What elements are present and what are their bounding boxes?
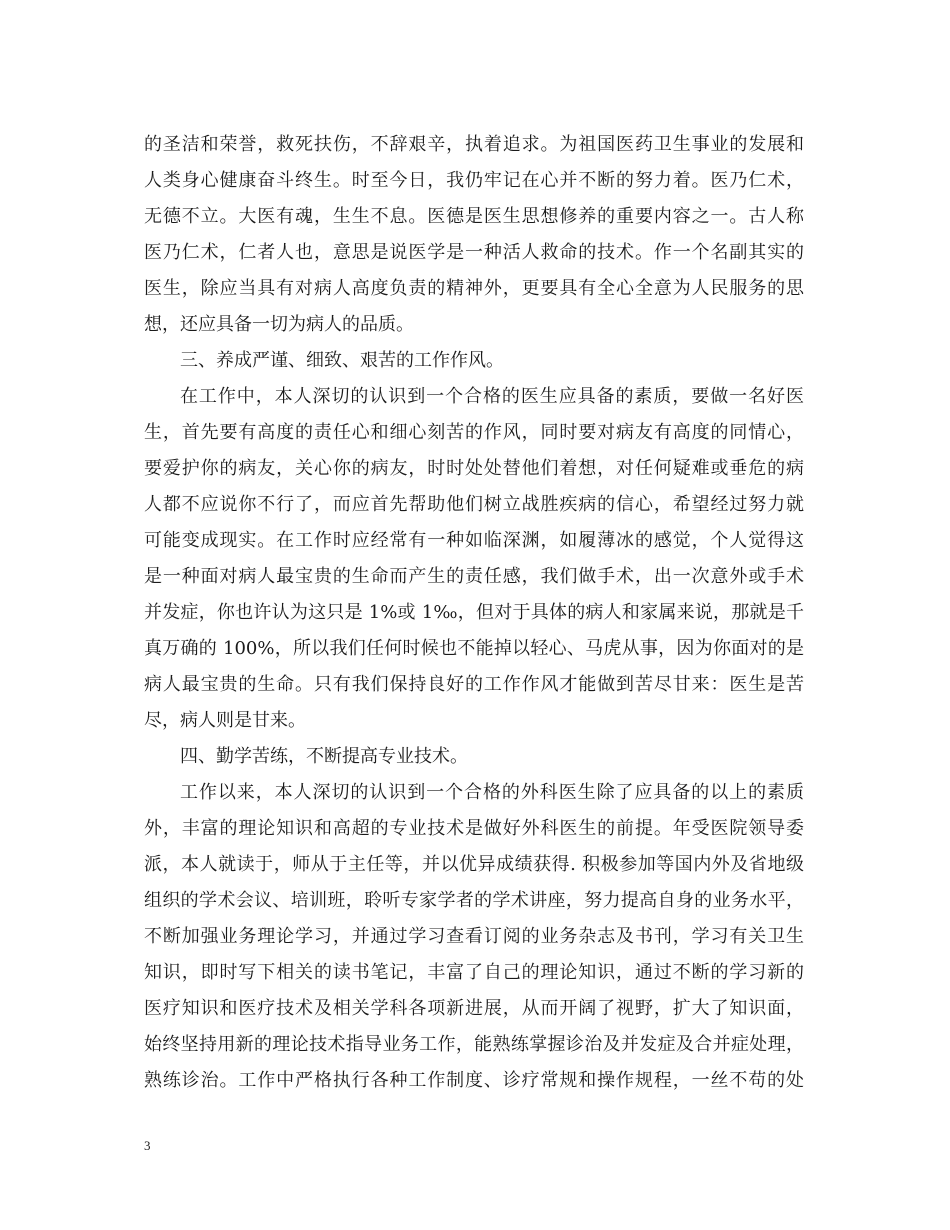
page-number: 3 [144, 1138, 151, 1153]
text-line: 病人最宝贵的生命。只有我们保持良好的工作作风才能做到苦尽甘来：医生是苦 [144, 674, 804, 695]
body-text [144, 127, 804, 1099]
text-line: 知识，即时写下相关的读书笔记，丰富了自己的理论知识，通过不断的学习新的 [144, 962, 804, 983]
text-line: 在工作中，本人深切的认识到一个合格的医生应具备的素质，要做一名好医 [180, 386, 804, 407]
text-line: 组织的学术会议、培训班，聆听专家学者的学术讲座，努力提高自身的业务水平， [144, 890, 804, 911]
text-line: 想，还应具备一切为病人的品质。 [144, 314, 414, 335]
text-line: 外，丰富的理论知识和高超的专业技术是做好外科医生的前提。年受医院领导委 [144, 818, 804, 839]
text-line: 派，本人就读于，师从于主任等，并以优异成绩获得. 积极参加等国内外及省地级 [144, 854, 804, 875]
text-line: 无德不立。大医有魂，生生不息。医德是医生思想修养的重要内容之一。古人称 [144, 206, 804, 227]
text-line: 的圣洁和荣誉，救死扶伤，不辞艰辛，执着追求。为祖国医药卫生事业的发展和 [144, 134, 804, 155]
text-line: 生，首先要有高度的责任心和细心刻苦的作风，同时要对病友有高度的同情心， [144, 422, 804, 443]
text-line: 始终坚持用新的理论技术指导业务工作，能熟练掌握诊治及并发症及合并症处理， [144, 1034, 804, 1055]
text-line: 医疗知识和医疗技术及相关学科各项新进展，从而开阔了视野，扩大了知识面， [144, 998, 804, 1019]
text-line: 人都不应说你不行了，而应首先帮助他们树立战胜疾病的信心，希望经过努力就 [144, 494, 804, 515]
section-heading: 四、勤学苦练，不断提高专业技术。 [180, 746, 468, 767]
text-line: 医生，除应当具有对病人高度负责的精神外，更要具有全心全意为人民服务的思 [144, 278, 804, 299]
text-line: 医乃仁术，仁者人也，意思是说医学是一种活人救命的技术。作一个名副其实的 [144, 242, 804, 263]
text-line: 工作以来，本人深切的认识到一个合格的外科医生除了应具备的以上的素质 [180, 782, 804, 803]
text-line: 真万确的 100%，所以我们任何时候也不能掉以轻心、马虎从事，因为你面对的是 [144, 638, 804, 659]
text-line: 尽，病人则是甘来。 [144, 710, 306, 731]
text-line: 要爱护你的病友，关心你的病友，时时处处替他们着想，对任何疑难或垂危的病 [144, 458, 804, 479]
text-line: 是一种面对病人最宝贵的生命而产生的责任感，我们做手术，出一次意外或手术 [144, 566, 804, 587]
text-line: 可能变成现实。在工作时应经常有一种如临深渊，如履薄冰的感觉，个人觉得这 [144, 530, 804, 551]
text-line: 人类身心健康奋斗终生。时至今日，我仍牢记在心并不断的努力着。医乃仁术， [144, 170, 804, 191]
section-heading: 三、养成严谨、细致、艰苦的工作作风。 [180, 350, 504, 371]
text-line: 并发症，你也许认为这只是 1%或 1‰，但对于具体的病人和家属来说，那就是千 [144, 602, 804, 623]
text-line: 不断加强业务理论学习，并通过学习查看订阅的业务杂志及书刊，学习有关卫生 [144, 926, 804, 947]
text-line: 熟练诊治。工作中严格执行各种工作制度、诊疗常规和操作规程，一丝不苟的处 [144, 1070, 804, 1091]
